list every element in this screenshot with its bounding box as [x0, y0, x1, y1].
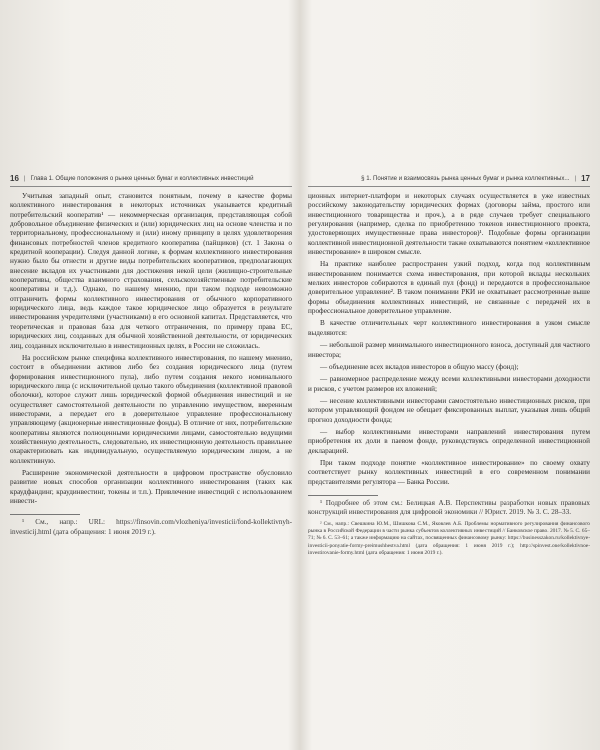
paragraph: На российском рынке специфика коллективного инвестирования, по нашему мнению, состоит в объединении активов либо без создания юридического лица (путем формирования инвестиционного пула), либо путем создания некого номинального юридического лица (с исключительной целью такого объединения (коллективной правовой оболочки), которое служит лишь юридической формой объединения инвестиций и не осуществляет самостоятельной деятельности по управлению имуществом, вверенным инвесторами, а передает его в доверительное управление профессиональному управляющему (акционерные инвестиционные фонды). В отличие от них, потребительские кооперативы являются полноценными юридическими лицами, самостоятельно ведущими хозяйственную деятельность, следовательно, их инвестиционную деятельность правильнее охарактеризовать как индивидуальную, осуществляемую юридическим лицом, а не коллективную.	[10, 353, 292, 465]
left-page	[10, 172, 292, 537]
running-head: Глава 1. Общие положения о рынке ценных бумаг и коллективных инвестиций	[30, 174, 254, 182]
page-number: 16	[10, 173, 19, 183]
footnote: ² См., напр.: Свешкина Ю.М., Шишкова С.М., Яковлев А.Б. Проблемы нормативного регулирования финансового рынка в Российской Федерации в части рынка субъектов коллективных инвестиций // Банковское право. 2017. № 5. С. 65–71; № 6. С. 53–61; а также информацию на сайтах, посвященных финансовому рынку: https://businesszakon.ru/kollektivnye-investicii-ponyatie-formy-preimushhestva.html (дата обращения: 1 июня 2019 г.); http://spinvest.one/kollektivnoe-investirovanie-formy.html (дата обращения: 1 июня 2019 г.).	[308, 520, 590, 557]
paragraph: ционных интернет-платформ и некоторых случаях осуществляется в уже известных российскому законодательству юридических формах (договоры займа, простого или инвестиционного товарищества и проч.), а в ряде случаев требует специального регулирования (например, сделка по приобретению токенов инвестиционного проекта, удостоверяющих имущественные права инвесторов)¹. Подобные формы организации коллективной инвестиционной деятельности также охватываются понятием «коллективное инвестирование» в широком смысле.	[308, 192, 590, 257]
list-item: — небольшой размер минимального инвестиционного взноса, доступный для частного инвестора;	[308, 341, 590, 359]
running-head: § 1. Понятие и взаимосвязь рынка ценных бумаг и рынка коллективных...	[361, 174, 570, 182]
list-item: — несение коллективными инвесторами самостоятельно инвестиционных рисков, при котором управляющий фондом не обещает фиксированных выплат, указывая лишь общий прогноз доходности фонда;	[308, 396, 590, 424]
footnote-rule	[10, 514, 80, 515]
paragraph: При таком подходе понятие «коллективное инвестирование» по своему охвату соответствует рынку коллективных инвестиций в его современном понимании представителями регулятора — Банка России.	[308, 458, 590, 486]
list-item: — выбор коллективными инвесторами направлений инвестирования путем приобретения их доли в паевом фонде, руководствуясь определенной инвестиционной декларацией.	[308, 427, 590, 455]
header-separator: |	[23, 174, 26, 182]
left-page-body	[10, 192, 292, 537]
paragraph: Расширение экономической деятельности в цифровом пространстве обусловило развитие новых способов организации коллективного инвестирования (таких как краудфандинг, краудинвестинг, токены и т.п.). Привлечение инвестиций с использованием инвести-	[10, 468, 292, 505]
right-page	[308, 172, 590, 558]
paragraph: На практике наиболее распространен узкий подход, когда под коллективным инвестированием понимается схема инвестирования, при которой вклады нескольких мелких инвесторов собираются в единый пул (фонд) и передаются в профессиональное доверительное управление². В таком понимании РКИ не охватывает рассмотренные выше формы объединения коллективных инвестиций, не связанные с передачей их в профессиональное доверительное управление.	[308, 260, 590, 316]
left-page-header	[10, 172, 292, 187]
list-item: — равномерное распределение между всеми коллективными инвесторами доходности и рисков, с учетом размеров их вложений;	[308, 375, 590, 393]
footnote-rule	[308, 495, 378, 496]
page-number: 17	[581, 173, 590, 183]
paragraph: Учитывая западный опыт, становится понятным, почему в качестве формы коллективного инвестирования в некоторых источниках указывается кредитный потребительский кооператив¹ — некоммерческая организация, представляющая собой добровольное объединение физических и (или) юридических лиц на основе членства и по территориальному, профессиональному и (или) иному принципу в целях удовлетворения финансовых потребностей членов кредитного кооператива (пайщиков) (ст. 1 Закона о кредитной кооперации). Следуя данной логике, к формам коллективного инвестирования нужно было бы отнести и другие виды потребительских кооперативов, предполагающих внесение вкладов их участниками для достижения некой цели (жилищно-строительные кооперативы, общества взаимного страхования, сельскохозяйственные потребительские кооперативы и т.д.). Однако, по нашему мнению, при таком подходе невозможно отграничить формы коллективного инвестирования от обычного корпоративного юридического лица, ведь каждое такое юридическое лицо образуется в результате инвестирования учредителями (участниками) в его основной капитал. Представляется, что теоретическая и правовая база для четкого отграничения, по примеру права ЕС, юридических лиц, созданных для обычной хозяйственной деятельности, от юридических лиц, созданных исключительно в инвестиционных целях, в России не сложилась.	[10, 192, 292, 350]
right-page-header	[308, 172, 590, 187]
footnote: ¹ См., напр.: URL: https://finsovin.com/vlozheniya/investicii/fond-kollektivnyh-investicij.html (дата обращения: 1 июня 2019 г.).	[10, 518, 292, 536]
right-page-body	[308, 192, 590, 558]
paragraph: В качестве отличительных черт коллективного инвестирования в узком смысле выделяются:	[308, 319, 590, 337]
header-separator: |	[574, 174, 577, 182]
footnote: ¹ Подробнее об этом см.: Белицкая А.В. Перспективы разработки новых правовых конструкций инвестирования для цифровой экономики // Юрист. 2019. № 3. С. 28–33.	[308, 498, 590, 517]
list-item: — объединение всех вкладов инвесторов в общую массу (фонд);	[320, 362, 519, 371]
